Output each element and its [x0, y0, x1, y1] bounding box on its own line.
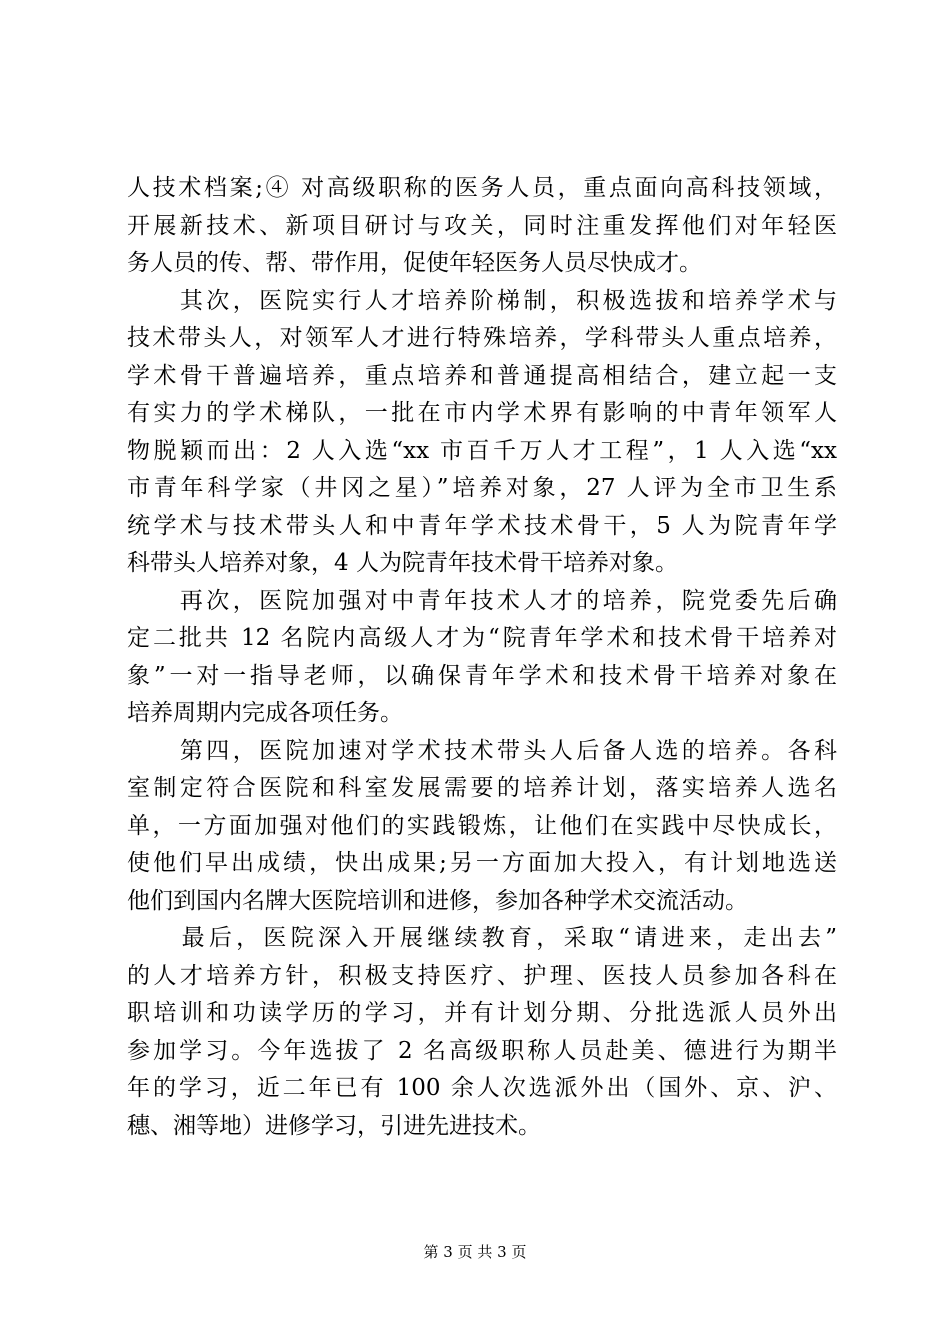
text-line: 象”一对一指导老师，以确保青年学术和技术骨干培养对象在	[127, 662, 837, 689]
text-line: 技术带头人，对领军人才进行特殊培养，学科带头人重点培养，	[127, 325, 837, 351]
text-line: 最后，医院深入开展继续教育，采取“请进来，走出去”	[127, 925, 837, 951]
text-line: 其次，医院实行人才培养阶梯制，积极选拔和培养学术与	[127, 287, 837, 314]
text-line: 市青年科学家（井冈之星）”培养对象，27 人评为全市卫生系	[127, 475, 837, 501]
text-line: 参加学习。今年选拔了 2 名高级职称人员赴美、德进行为期半	[127, 1037, 837, 1064]
text-line: 第四，医院加速对学术技术带头人后备人选的培养。各科	[127, 737, 837, 764]
text-line: 有实力的学术梯队，一批在市内学术界有影响的中青年领军人	[127, 400, 837, 426]
text-line: 再次，医院加强对中青年技术人才的培养，院党委先后确	[127, 587, 837, 614]
text-line: 室制定符合医院和科室发展需要的培养计划，落实培养人选名	[127, 775, 837, 801]
document-body	[127, 170, 837, 1145]
page-footer	[0, 1242, 950, 1262]
text-line: 单，一方面加强对他们的实践锻炼，让他们在实践中尽快成长，	[127, 812, 837, 839]
text-line: 开展新技术、新项目研讨与攻关，同时注重发挥他们对年轻医	[127, 212, 837, 239]
text-line: 人技术档案;④ 对高级职称的医务人员，重点面向高科技领域，	[127, 175, 837, 201]
text-line: 年的学习，近二年已有 100 余人次选派外出（国外、京、沪、	[127, 1075, 837, 1101]
text-line: 务人员的传、帮、带作用，促使年轻医务人员尽快成才。	[127, 250, 702, 276]
page-number-label: 第 3 页 共 3 页	[423, 1243, 527, 1261]
text-line: 他们到国内名牌大医院培训和进修，参加各种学术交流活动。	[127, 887, 748, 914]
text-line: 物脱颖而出：2 人入选“xx 市百千万人才工程”，1 人入选“xx	[127, 437, 837, 464]
text-line: 学术骨干普遍培养，重点培养和普通提高相结合，建立起一支	[127, 362, 837, 389]
text-line: 科带头人培养对象，4 人为院青年技术骨干培养对象。	[127, 550, 678, 576]
text-line: 职培训和功读学历的学习，并有计划分期、分批选派人员外出	[127, 1000, 837, 1026]
text-line: 统学术与技术带头人和中青年学术技术骨干，5 人为院青年学	[127, 512, 837, 539]
text-line: 的人才培养方针，积极支持医疗、护理、医技人员参加各科在	[127, 962, 837, 989]
text-line: 使他们早出成绩，快出成果;另一方面加大投入，有计划地选送	[127, 850, 837, 876]
text-line: 培养周期内完成各项任务。	[127, 700, 403, 726]
text-line: 穗、湘等地）进修学习，引进先进技术。	[127, 1112, 541, 1139]
text-line: 定二批共 12 名院内高级人才为“院青年学术和技术骨干培养对	[127, 625, 837, 651]
